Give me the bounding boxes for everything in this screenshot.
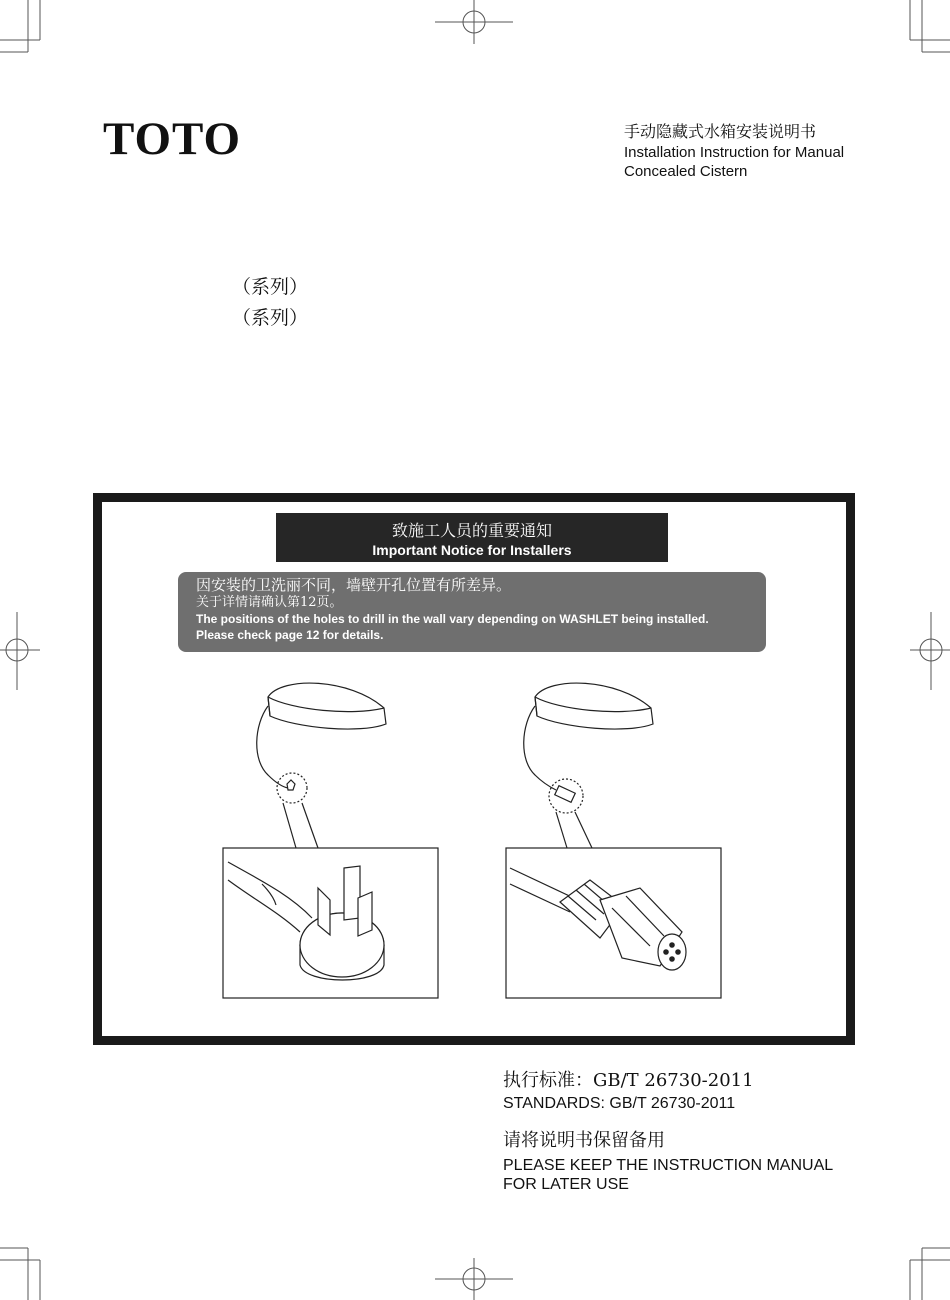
notice-text-english-1: The positions of the holes to drill in the wall vary depending on WASHLET being installed. [196,612,709,626]
standards-english: STANDARDS: GB/T 26730-2011 [503,1095,736,1112]
notice-text-chinese-1: 因安装的卫洗丽不同，墙壁开孔位置有所差异。 [196,576,512,594]
title-english-line1: Installation Instruction for Manual [624,144,845,161]
series-label-2: （系列） [232,307,309,329]
notice-heading-english: Important Notice for Installers [372,542,572,558]
connector-detail-box [506,848,721,998]
title-chinese: 手动隐藏式水箱安装说明书 [624,122,817,141]
standards-chinese: 执行标准：GB/T 26730-2011 [503,1070,754,1091]
keep-manual-english-line2: FOR LATER USE [503,1176,629,1193]
toto-logo: TOTO [103,113,242,165]
notice-heading-chinese: 致施工人员的重要通知 [391,521,552,540]
keep-manual-english-line1: PLEASE KEEP THE INSTRUCTION MANUAL [503,1157,834,1174]
standards-and-keep-block [503,1070,903,1194]
power-plug-detail-box [223,848,438,998]
title-english-line2: Concealed Cistern [624,163,748,180]
washlet-seat-left-illustration [257,683,386,848]
washlet-seat-right-illustration [524,683,653,848]
notice-text-english-2: Please check page 12 for details. [196,628,384,642]
notice-text-chinese-2: 关于详情请确认第12页。 [196,595,343,610]
series-label-1: （系列） [232,276,309,298]
keep-manual-chinese: 请将说明书保留备用 [503,1130,665,1151]
